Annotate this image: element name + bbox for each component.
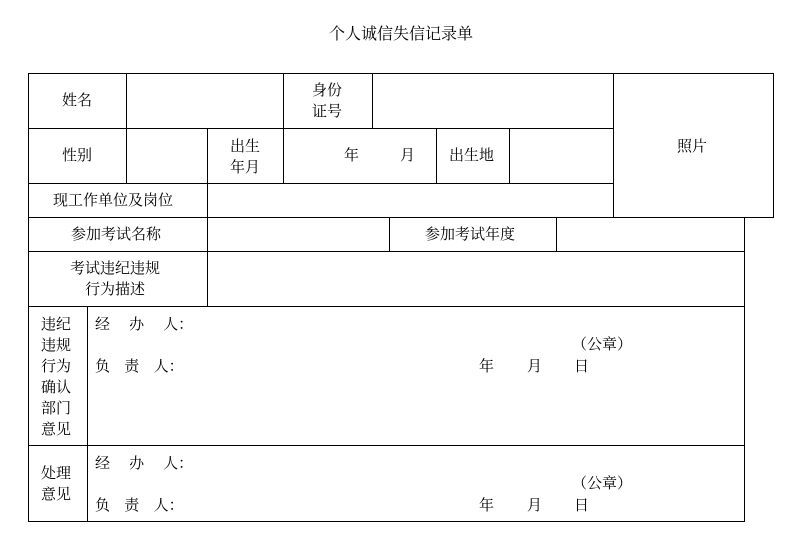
confirm-day-unit: 日 (574, 357, 590, 375)
id-number-field[interactable] (374, 75, 612, 127)
confirm-handler-label: 经 办 人： (95, 315, 194, 333)
birth-month-unit: 月 (400, 146, 416, 164)
handling-seal-label: （公章） (572, 474, 633, 492)
confirm-month-unit: 月 (527, 357, 543, 375)
confirm-year-unit: 年 (479, 357, 495, 375)
id-number-label-line1: 身份 (312, 81, 343, 99)
id-number-label-line2: 证号 (312, 102, 343, 120)
birth-label-line2: 年月 (230, 158, 261, 176)
work-unit-label: 现工作单位及岗位 (53, 191, 174, 209)
gender-field[interactable] (128, 130, 206, 182)
violation-desc-label-line1: 考试违纪违规 (70, 259, 161, 277)
gender-label: 性别 (62, 146, 93, 164)
handling-day-unit: 日 (574, 496, 590, 514)
birth-label-line1: 出生 (230, 137, 261, 155)
exam-name-field[interactable] (209, 219, 388, 250)
work-unit-field[interactable] (209, 185, 612, 216)
birthplace-field[interactable] (511, 130, 612, 182)
handling-month-unit: 月 (527, 496, 543, 514)
photo-label: 照片 (677, 137, 708, 155)
handling-handler-label: 经 办 人： (95, 454, 194, 472)
exam-name-label: 参加考试名称 (71, 225, 162, 243)
birthplace-label: 出生地 (449, 146, 495, 164)
handling-responsible-label: 负 责 人： (95, 496, 184, 514)
exam-year-label: 参加考试年度 (425, 225, 516, 243)
name-field[interactable] (128, 75, 282, 127)
page-title: 个人诚信失信记录单 (329, 24, 474, 43)
violation-desc-field[interactable] (209, 253, 743, 305)
confirm-seal-label: （公章） (572, 335, 633, 353)
exam-year-field[interactable] (558, 219, 743, 250)
photo-box[interactable] (615, 75, 772, 216)
violation-desc-label-line2: 行为描述 (85, 280, 146, 298)
handling-year-unit: 年 (479, 496, 495, 514)
name-label: 姓名 (62, 91, 93, 109)
confirm-responsible-label: 负 责 人： (95, 357, 184, 375)
birth-year-unit: 年 (344, 146, 360, 164)
